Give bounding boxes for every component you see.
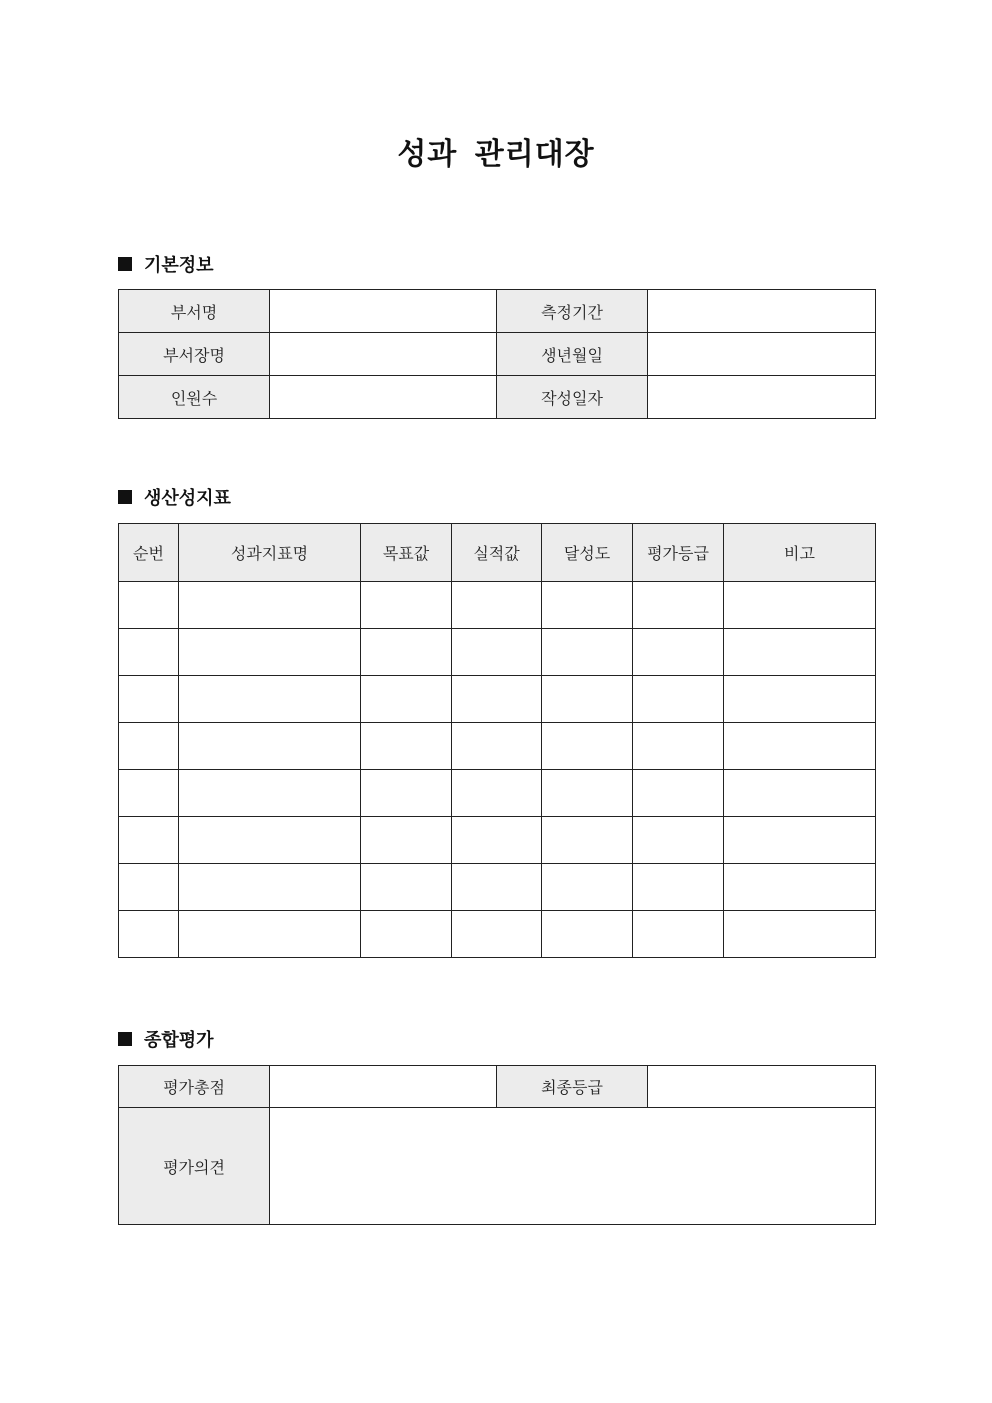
table-cell[interactable] xyxy=(119,582,179,629)
table-cell[interactable] xyxy=(452,864,542,911)
table-row xyxy=(119,770,876,817)
table-row xyxy=(119,290,876,333)
table-cell[interactable] xyxy=(724,817,876,864)
table-cell[interactable] xyxy=(179,864,361,911)
table-cell[interactable] xyxy=(542,770,633,817)
table-row xyxy=(119,629,876,676)
table-cell[interactable] xyxy=(452,629,542,676)
table-cell[interactable] xyxy=(542,723,633,770)
final-grade-field[interactable] xyxy=(648,1066,876,1108)
table-cell[interactable] xyxy=(361,770,452,817)
info-label: 인원수 xyxy=(119,376,270,419)
table-cell[interactable] xyxy=(452,911,542,958)
table-cell[interactable] xyxy=(633,723,724,770)
table-cell[interactable] xyxy=(633,817,724,864)
table-cell[interactable] xyxy=(119,864,179,911)
table-cell[interactable] xyxy=(119,817,179,864)
total-score-field[interactable] xyxy=(270,1066,497,1108)
table-cell[interactable] xyxy=(633,629,724,676)
table-cell[interactable] xyxy=(452,582,542,629)
table-cell[interactable] xyxy=(361,864,452,911)
opinion-label: 평가의견 xyxy=(119,1108,270,1225)
section-heading-productivity xyxy=(118,484,231,510)
table-cell[interactable] xyxy=(724,723,876,770)
table-cell[interactable] xyxy=(542,864,633,911)
table-cell[interactable] xyxy=(361,911,452,958)
table-cell[interactable] xyxy=(542,582,633,629)
section-title: 종합평가 xyxy=(144,1030,214,1051)
table-cell[interactable] xyxy=(542,817,633,864)
square-bullet-icon xyxy=(118,257,132,271)
table-cell[interactable] xyxy=(119,723,179,770)
table-cell[interactable] xyxy=(452,723,542,770)
table-cell[interactable] xyxy=(179,582,361,629)
table-cell[interactable] xyxy=(119,629,179,676)
info-field[interactable] xyxy=(648,290,876,333)
opinion-field[interactable] xyxy=(270,1108,876,1225)
info-field[interactable] xyxy=(270,376,497,419)
table-cell[interactable] xyxy=(452,770,542,817)
table-cell[interactable] xyxy=(452,817,542,864)
table-row xyxy=(119,582,876,629)
table-cell[interactable] xyxy=(361,723,452,770)
square-bullet-icon xyxy=(118,1032,132,1046)
table-cell[interactable] xyxy=(724,629,876,676)
table-header-row xyxy=(119,524,876,582)
column-header: 실적값 xyxy=(452,524,542,582)
table-cell[interactable] xyxy=(361,817,452,864)
info-field[interactable] xyxy=(648,376,876,419)
column-header: 비고 xyxy=(724,524,876,582)
table-cell[interactable] xyxy=(542,911,633,958)
column-header: 순번 xyxy=(119,524,179,582)
section-title: 기본정보 xyxy=(144,255,214,276)
table-row xyxy=(119,1108,876,1225)
table-cell[interactable] xyxy=(179,629,361,676)
table-cell[interactable] xyxy=(361,582,452,629)
table-cell[interactable] xyxy=(633,582,724,629)
table-cell[interactable] xyxy=(633,864,724,911)
table-cell[interactable] xyxy=(179,817,361,864)
table-cell[interactable] xyxy=(179,770,361,817)
table-row xyxy=(119,817,876,864)
square-bullet-icon xyxy=(118,490,132,504)
column-header: 성과지표명 xyxy=(179,524,361,582)
info-label: 부서장명 xyxy=(119,333,270,376)
table-cell[interactable] xyxy=(361,629,452,676)
table-cell[interactable] xyxy=(542,676,633,723)
info-label: 측정기간 xyxy=(497,290,648,333)
basic-info-table xyxy=(118,289,876,419)
section-heading-overall xyxy=(118,1026,214,1052)
overall-evaluation-table xyxy=(118,1065,876,1225)
table-row xyxy=(119,911,876,958)
table-cell[interactable] xyxy=(633,911,724,958)
table-row xyxy=(119,723,876,770)
table-row xyxy=(119,676,876,723)
column-header: 평가등급 xyxy=(633,524,724,582)
table-row xyxy=(119,333,876,376)
column-header: 목표값 xyxy=(361,524,452,582)
table-cell[interactable] xyxy=(724,911,876,958)
table-cell[interactable] xyxy=(724,770,876,817)
final-grade-label: 최종등급 xyxy=(497,1066,648,1108)
table-row xyxy=(119,1066,876,1108)
total-score-label: 평가총점 xyxy=(119,1066,270,1108)
section-heading-basic-info xyxy=(118,251,214,277)
table-cell[interactable] xyxy=(179,911,361,958)
info-field[interactable] xyxy=(270,290,497,333)
table-cell[interactable] xyxy=(119,676,179,723)
document-title: 성과 관리대장 xyxy=(397,137,595,172)
table-cell[interactable] xyxy=(542,629,633,676)
info-label: 작성일자 xyxy=(497,376,648,419)
table-cell[interactable] xyxy=(119,770,179,817)
info-field[interactable] xyxy=(648,333,876,376)
table-cell[interactable] xyxy=(724,582,876,629)
table-cell[interactable] xyxy=(633,770,724,817)
column-header: 달성도 xyxy=(542,524,633,582)
info-field[interactable] xyxy=(270,333,497,376)
table-cell[interactable] xyxy=(179,676,361,723)
table-cell[interactable] xyxy=(179,723,361,770)
table-cell[interactable] xyxy=(633,676,724,723)
info-label: 부서명 xyxy=(119,290,270,333)
table-cell[interactable] xyxy=(724,676,876,723)
table-cell[interactable] xyxy=(119,911,179,958)
table-cell[interactable] xyxy=(452,676,542,723)
info-label: 생년월일 xyxy=(497,333,648,376)
table-row xyxy=(119,864,876,911)
table-cell[interactable] xyxy=(724,864,876,911)
table-cell[interactable] xyxy=(361,676,452,723)
table-row xyxy=(119,376,876,419)
productivity-table xyxy=(118,523,876,958)
section-title: 생산성지표 xyxy=(144,488,231,509)
